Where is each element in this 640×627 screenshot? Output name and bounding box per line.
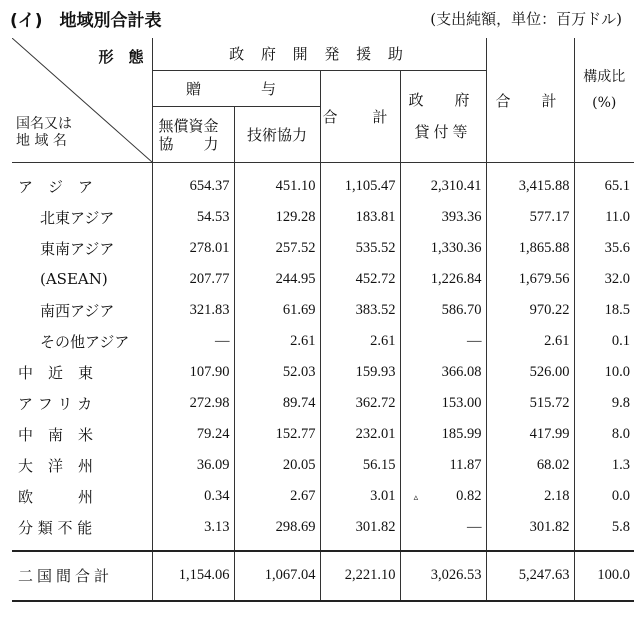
table-title: (イ) 地域別合計表: [10, 11, 162, 31]
row-label: 中 近 東: [12, 357, 152, 388]
row-label: 東南アジア: [12, 233, 152, 264]
row-label: 北東アジア: [12, 202, 152, 233]
cell-grant-free: 79.24: [152, 419, 234, 450]
cell-share: 1.3: [611, 456, 631, 473]
total-grant-free: 1,154.06: [152, 551, 234, 601]
cell-tech: 2.61: [234, 326, 320, 357]
cell-loans: —: [400, 326, 486, 357]
cell-share: 35.6: [604, 239, 631, 256]
row-label: 分 類 不 能: [12, 512, 152, 543]
cell-grant-total: 1,105.47: [320, 171, 400, 202]
table-row: [12, 171, 634, 202]
cell-loans: 393.36: [400, 202, 486, 233]
cell-loans: 366.08: [400, 357, 486, 388]
cell-grant-total: 232.01: [320, 419, 400, 450]
cell-share: 10.0: [604, 363, 631, 380]
header-share: 構成比 (%): [574, 38, 634, 163]
cell-tech: 244.95: [234, 264, 320, 295]
cell-total: 1,865.88: [486, 233, 574, 264]
cell-tech: 298.69: [234, 512, 320, 543]
cell-grant-total: 452.72: [320, 264, 400, 295]
cell-total: 515.72: [486, 388, 574, 419]
cell-total: 301.82: [486, 512, 574, 543]
cell-grant-total: 3.01: [320, 481, 400, 512]
cell-grant-free: 321.83: [152, 295, 234, 326]
cell-share: 18.5: [604, 301, 631, 318]
cell-tech: 20.05: [234, 450, 320, 481]
cell-loans: 586.70: [400, 295, 486, 326]
header-diagonal-cell: [12, 38, 152, 163]
row-label: 中 南 米: [12, 419, 152, 450]
row-label: 大 洋 州: [12, 450, 152, 481]
table-row: [12, 264, 634, 295]
header-oda: 政 府 開 発 援 助: [152, 38, 486, 70]
row-label: 南西アジア: [12, 295, 152, 326]
cell-share: 0.1: [611, 332, 631, 349]
row-label: その他アジア: [12, 326, 152, 357]
cell-loans: 2,310.41: [400, 171, 486, 202]
cell-grant-total: 301.82: [320, 512, 400, 543]
row-label: (ASEAN): [12, 264, 152, 295]
cell-share: 32.0: [604, 270, 631, 287]
total-share: 100.0: [574, 551, 634, 601]
cell-grant-total: 183.81: [320, 202, 400, 233]
cell-total: 2.61: [486, 326, 574, 357]
cell-share: 9.8: [611, 394, 631, 411]
cell-tech: 52.03: [234, 357, 320, 388]
cell-grant-free: 54.53: [152, 202, 234, 233]
cell-grant-free: —: [152, 326, 234, 357]
header-total: 合 計: [486, 38, 574, 163]
cell-grant-free: 0.34: [152, 481, 234, 512]
cell-loans: [400, 481, 486, 512]
cell-loans: 1,226.84: [400, 264, 486, 295]
cell-loans: 153.00: [400, 388, 486, 419]
total-total: 5,247.63: [486, 551, 574, 601]
cell-grant-free: 272.98: [152, 388, 234, 419]
data-rows: [12, 171, 634, 543]
row-label: ア ジ ア: [12, 171, 152, 202]
row-label: ア フ リ カ: [12, 388, 152, 419]
cell-tech: 257.52: [234, 233, 320, 264]
cell-total: 68.02: [486, 450, 574, 481]
cell-value: 0.82: [456, 487, 482, 504]
cell-share: 11.0: [605, 208, 631, 225]
header-country-region: 国名又は 地 域 名: [16, 116, 72, 149]
cell-total: 1,679.56: [486, 264, 574, 295]
header-grant-total: 合 計: [320, 70, 400, 163]
cell-grant-total: 56.15: [320, 450, 400, 481]
table-row: [12, 233, 634, 264]
table-row: [12, 388, 634, 419]
cell-total: 3,415.88: [486, 171, 574, 202]
cell-tech: 152.77: [234, 419, 320, 450]
cell-total: 526.00: [486, 357, 574, 388]
row-label: 欧 州: [12, 481, 152, 512]
cell-grant-total: 362.72: [320, 388, 400, 419]
title-row: [0, 0, 640, 36]
regional-summary-table: [12, 38, 634, 602]
cell-share: 0.0: [611, 487, 631, 504]
cell-loans: 1,330.36: [400, 233, 486, 264]
table-row: [12, 202, 634, 233]
cell-total: 970.22: [486, 295, 574, 326]
table-row: [12, 326, 634, 357]
cell-loans: 11.87: [400, 450, 486, 481]
cell-tech: 451.10: [234, 171, 320, 202]
table-row: [12, 295, 634, 326]
table-row: [12, 419, 634, 450]
cell-grant-free: 207.77: [152, 264, 234, 295]
header-tech: 技術協力: [234, 107, 320, 163]
total-tech: 1,067.04: [234, 551, 320, 601]
header-grant-free: 無償資金 協 力: [152, 107, 234, 163]
cell-grant-free: 654.37: [152, 171, 234, 202]
cell-total: 2.18: [486, 481, 574, 512]
unit-note: (支出純額，単位：百万ドル): [430, 10, 622, 28]
table-row: [12, 357, 634, 388]
total-label: 二国間合計: [12, 551, 152, 601]
header-form: 形 態: [98, 48, 144, 66]
cell-share: 8.0: [611, 425, 631, 442]
cell-tech: 61.69: [234, 295, 320, 326]
cell-share: 65.1: [604, 177, 631, 194]
header-grant: 贈 与: [152, 70, 320, 107]
total-loans: 3,026.53: [400, 551, 486, 601]
table-row: [12, 512, 634, 543]
total-grant-total: 2,221.10: [320, 551, 400, 601]
cell-tech: 129.28: [234, 202, 320, 233]
table-row: [12, 481, 634, 512]
cell-grant-total: 535.52: [320, 233, 400, 264]
cell-total: 417.99: [486, 419, 574, 450]
cell-loans: —: [400, 512, 486, 543]
cell-grant-total: 159.93: [320, 357, 400, 388]
cell-grant-free: 107.90: [152, 357, 234, 388]
cell-loans: 185.99: [400, 419, 486, 450]
header-loans: 政 府 貸付等: [400, 70, 486, 163]
cell-grant-total: 2.61: [320, 326, 400, 357]
cell-grant-free: 3.13: [152, 512, 234, 543]
cell-tech: 89.74: [234, 388, 320, 419]
cell-share: 5.8: [611, 518, 631, 535]
table-row: [12, 450, 634, 481]
cell-grant-free: 36.09: [152, 450, 234, 481]
cell-tech: 2.67: [234, 481, 320, 512]
cell-grant-free: 278.01: [152, 233, 234, 264]
cell-grant-total: 383.52: [320, 295, 400, 326]
negative-mark-icon: ▵: [413, 491, 419, 502]
total-row: [12, 551, 634, 601]
cell-total: 577.17: [486, 202, 574, 233]
